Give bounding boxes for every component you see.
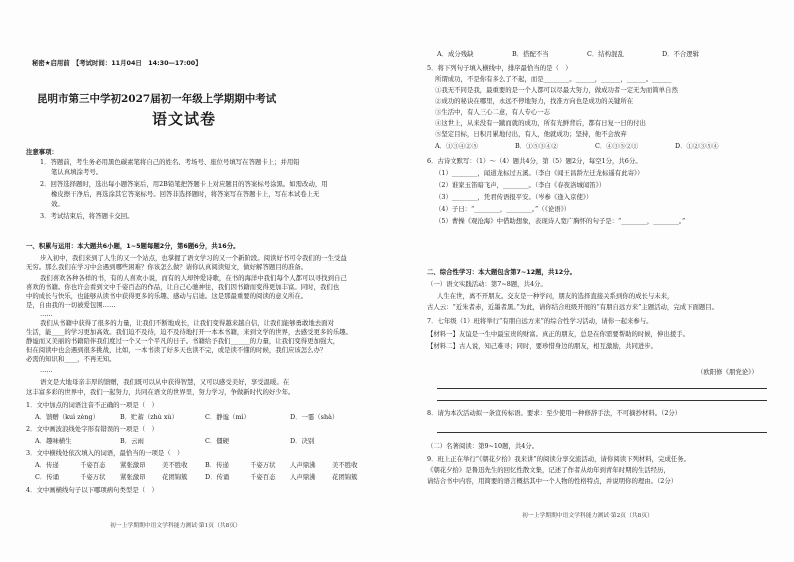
option-cell: 千姿万状 xyxy=(250,461,276,469)
activity-text: 古人云：“近朱者赤，近墨者黑。”为此，请你结合班级开展的“有朋自远方来”主题活动，完成下面题目。 xyxy=(427,303,719,311)
passage-line: 这丰富多彩的世界中，我们一起努力，共同在语文的世界里，努力学习，争做新时代的好少年。 xyxy=(26,388,295,396)
question-9: 《朝花夕拾》是鲁迅先生的回忆性散文集，记述了作者从幼年到青年时期的生活经历， xyxy=(427,466,670,474)
answer-line[interactable] xyxy=(437,388,767,389)
passage-line: 必需的知识和____，不再无知。 xyxy=(26,355,116,363)
option-cell: 紧张激昂 xyxy=(120,461,146,469)
passage-line: 我们从书籍中获得了很多的力量，让我们不断地成长，让我们变得越来越自信，让我们能够勇敢地去面对 xyxy=(40,319,334,327)
answer-line[interactable] xyxy=(437,400,767,401)
option-cell: A．传递 xyxy=(35,461,59,469)
answer-line[interactable] xyxy=(437,432,767,433)
question-3: 3．文中横线处依次填入的词语，最恰当的一项是（ ） xyxy=(26,449,184,457)
subsection-heading: （一）语文实践活动：第7~8题，共4分。 xyxy=(427,280,547,288)
option: C．僵硬 xyxy=(205,437,230,445)
sentence-item: ③生活中，有人三心二意，有人专心一志 xyxy=(435,108,551,116)
question-8: 8．请为本次活动拟一条宣传标语。要求：至少使用一种修辞手法，不可摘抄材料。（2分） xyxy=(427,409,682,417)
recitation-line: （4）子曰：“________，________。”（《论语》） xyxy=(435,205,571,213)
notice-line: 笔认真填涂考号。 xyxy=(51,168,103,176)
sentence-item: ④这世上，从来没有一蹴而就的成功，所有光鲜背后，都有日复一日的付出 xyxy=(435,119,646,127)
option-cell: 千姿万状 xyxy=(80,473,106,481)
exam-title: 昆明市第三中学初2027届初一年级上学期期中考试 xyxy=(37,93,277,105)
sentence-item: ⑤坚定目标，日积月累地付出，有人，他就成功；坚持，他不会放弃 xyxy=(435,130,627,138)
option: C．静谧（mì） xyxy=(205,413,250,421)
passage-line: 但在阅读中也会遇到很多挑战，比如，一本书读了好多天也读不完，或是读不懂的时候，我们应该怎么办？ xyxy=(26,346,327,354)
option: D．一霎（shà） xyxy=(290,413,339,421)
notice-heading: 注意事项： xyxy=(26,148,58,156)
passage-line: 步入初中，我们来到了人生的又一个站点，也掌握了语文学习的又一个新阶段。阅读好书可令我们的一生受益 xyxy=(40,254,347,262)
passage-line: 静谧而又美丽的书籍陪伴我们度过一个又一个平凡的日子。书籍给予我们______的力量，让我们变得更加强大， xyxy=(26,337,340,345)
sentence-item: ②成功的秘诀在哪里，永远不停地努力，找准方向也是成功的关键所在 xyxy=(435,97,634,105)
option-cell: 美不胜收 xyxy=(332,461,358,469)
option-cell: 美不胜收 xyxy=(162,461,188,469)
question-9: 9．班上正在举行“《朝花夕拾》我来讲”的阅读分享交流活动，请你阅读下列材料，完成任务。 xyxy=(427,455,691,463)
page-footer: 初一上学期期中语文学科能力测试·第1页（共8页） xyxy=(110,523,241,529)
notice-line: 1．答题前，考生务必用黑色碳素笔将自己的姓名、考场号、座位号填写在答题卡上；并用铅 xyxy=(40,158,300,166)
option-cell: C．传诵 xyxy=(35,473,60,481)
option-cell: 人声鼎沸 xyxy=(290,473,316,481)
passage-line: …… xyxy=(40,310,53,318)
option: B．贮蓄（zhù xù） xyxy=(120,413,178,421)
recitation-line: （1）________，闻道龙标过五溪。（李白《闻王昌龄左迁龙标遥有此寄》） xyxy=(435,169,644,177)
option-cell: D．传诵 xyxy=(205,473,230,481)
passage-line: …… xyxy=(40,366,53,374)
recitation-line: （3）________，凭君传语报平安。（岑参《逢入京使》） xyxy=(435,193,593,201)
material-source: （欧阳修《朋党论》） xyxy=(697,368,758,376)
question-1: 1．文中加点的词语注音不正确的一项是（ ） xyxy=(26,401,158,409)
notice-line: 效。 xyxy=(51,200,64,208)
option: D．决别 xyxy=(290,437,315,445)
notice-line: 橡皮擦干净后，再选涂其它答案标号。回答非选择题时，将答案写在答题卡上，写在本试卷上无 xyxy=(51,190,320,198)
passage-line: 语文是大地母亲丰厚的馈赠，我们既可以从中获得智慧，又可以感受美好，享受温暖。在 xyxy=(40,378,290,386)
question-7: 7．七年级（1）班将举行“有朋自远方来”的综合性学习活动，请你一起来参与。 xyxy=(427,317,653,325)
recitation-line: （2）谁家玉笛暗飞声，________。（李白《春夜洛城闻笛》） xyxy=(435,181,606,189)
option: C．④③⑤②① xyxy=(595,142,639,150)
exam-subject: 语文试卷 xyxy=(152,110,217,128)
activity-text: 人生在世，离不开朋友。交友是一种学问，朋友的选择直接关系到你的成长与未来， xyxy=(437,292,674,300)
notice-line: 3．考试结束后，将答题卡交回。 xyxy=(40,212,134,220)
option-cell: 花团锦簇 xyxy=(162,473,188,481)
passage-line: 生活，能____的学习更加高效。我们迫不及待，迫不及待地打开一本本书籍，来到文学的世界，去感受更多的乐趣。 xyxy=(26,328,352,336)
option: A．成分残缺 xyxy=(437,50,474,58)
section-heading: 一、积累与运用：本大题共6小题，1~5题每题2分，第6题6分，共16分。 xyxy=(26,242,240,250)
option: A．趣味横生 xyxy=(35,437,72,445)
material: 【材料二】古人说，知己难寻；同时，要珍惜身边的朋友，相互激励，共同进步。 xyxy=(427,342,658,350)
option: B．①⑤③④② xyxy=(515,142,559,150)
question-9: 请结合书中内容，用简要的语言概括其中一个人物的性格特点，并说明你的理由。（2分） xyxy=(427,477,678,485)
option: B．云雨 xyxy=(120,437,144,445)
sentence-item: ①我无不同是我，最重要的是一个人都可以尽最大努力，做成功者一定无为而简单自然 xyxy=(435,86,678,94)
passage-line: 无穷。那么我们在学习中会遇到哪些困难？你该怎么做？请你认真阅读短文，做好解答题目的准备。 xyxy=(26,263,308,271)
question-5: 5．将下列句子填入横线中，排序最恰当的是（ ） xyxy=(427,64,572,72)
option-cell: 千姿百态 xyxy=(80,461,106,469)
option: D．①②③⑤④ xyxy=(675,142,719,150)
notice-line: 2．回答选择题时，选出每小题答案后，用2B铅笔把答题卡上对应题目的答案标号涂黑。如需改动，用 xyxy=(40,180,328,188)
subsection-heading: （二）名著阅读：第9~10题，共4分。 xyxy=(427,442,539,450)
question-5-lead: 所谓成功，不是你有多么了不起，而是________。______，______，______。______ xyxy=(435,75,672,83)
question-6: 6．古诗文默写：（1）～（4）题共4分，第（5）题2分，每空1分，共6分。 xyxy=(427,157,642,165)
option-cell: 紧张激昂 xyxy=(120,473,146,481)
option-cell: 千姿百态 xyxy=(250,473,276,481)
exam-meta: 秘密★启用前 【考试时间：11月04日 14:30—17:00】 xyxy=(32,59,202,67)
passage-line: 我们喜欢各种各样的书，有的人喜欢小说，而有的人却钟爱诗歌，在书的海洋中我们每个人都可以寻找到自己 xyxy=(40,274,347,282)
recitation-line: （5）曹操《观沧海》中借助想象，表现诗人宽广胸怀的句子是：“________，________。” xyxy=(435,217,686,225)
option: B．搭配不当 xyxy=(512,50,549,58)
option-cell: 人声鼎沸 xyxy=(290,461,316,469)
section-heading: 二、综合性学习：本大题包含第7~12题，共12分。 xyxy=(427,268,577,276)
passage-line: 喜欢的书籍。你也许会看到文中千姿百态的作品，让自己心驰神往，我们因书籍而变得更加丰富。同时，我们也 xyxy=(26,283,340,291)
passage-line: 中的成长与快乐，也能够从读书中获得更多的乐趣、感动与启迪。这是那最重要的阅读的意义所在。 xyxy=(26,292,308,300)
passage-line: 是，自由我的一切被爱包围…… xyxy=(26,301,116,309)
option: D．不合逻辑 xyxy=(662,50,700,58)
question-2: 2．文中画波浪线处字形有错误的一项是（ ） xyxy=(26,425,158,433)
page-footer: 初一上学期期中语文学科能力测试·第2页（共8页） xyxy=(522,513,653,519)
option-cell: 花团锦簇 xyxy=(332,473,358,481)
option: A．馈赠（kuì zèng） xyxy=(35,413,99,421)
question-4: 4．文中画横线句子以下哪项病句类型是（ ） xyxy=(26,486,158,494)
option: A．①③④②⑤ xyxy=(435,142,478,150)
page-2 xyxy=(397,0,794,562)
option-cell: B．传递 xyxy=(205,461,229,469)
material: 【材料一】友谊是一生中最宝贵的财富。真正的朋友，总是在你需要帮助的时候，伸出援手。 xyxy=(427,330,690,338)
option: C．结构混乱 xyxy=(587,50,624,58)
